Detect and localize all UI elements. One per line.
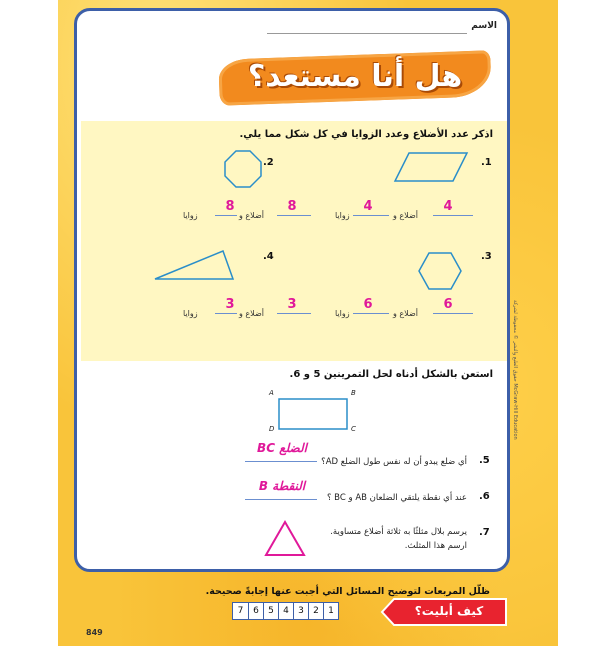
q5-text: أي ضلع يبدو أن له نفس طول الضلع AD؟ [321,457,467,467]
score-box[interactable]: 7 [237,606,244,616]
page-margin [558,0,604,646]
item1-angles-word: زوايا [335,211,350,220]
item2-sides-answer: 8 [287,199,297,214]
score-box[interactable]: 2 [308,603,323,619]
item4-number: .4 [263,251,274,262]
parallelogram-icon [393,151,469,183]
item3-sides-answer: 6 [443,297,453,312]
name-field[interactable] [267,17,497,41]
section2-instruction: استعن بالشكل أدناه لحل التمرينين 5 و 6. [289,369,493,380]
q7-text-line1: يرسم بلال مثلثًا به ثلاثة أضلاع متساوية. [330,527,467,537]
name-label: الاسم [471,21,497,31]
point-c-label: C [351,425,356,433]
item2-angles-line[interactable] [215,215,237,216]
score-boxes [232,602,339,620]
item1-sides-line[interactable] [433,215,473,216]
q7-number: .7 [479,527,490,538]
item3-angles-line[interactable] [353,313,389,314]
score-box[interactable]: 6 [248,603,263,619]
side-credit [508,300,518,600]
item3-angles-word: زوايا [335,309,350,318]
rectangle-figure [273,393,353,435]
item1-angles-answer: 4 [363,199,373,214]
page-number: 849 [86,628,103,637]
name-line [267,33,467,34]
item4-sides-line[interactable] [277,313,311,314]
score-box[interactable]: 4 [278,603,293,619]
q6-answer: النقطة B [258,479,306,493]
score-box[interactable]: 3 [293,603,308,619]
item1-sides-word: أضلاع و [393,211,418,220]
section1-instruction: اذكر عدد الأضلاع وعدد الزوايا في كل شكل مما يلي. [239,129,493,140]
hexagon-icon [417,251,463,291]
item4-sides-answer: 3 [287,297,297,312]
page-title: هل أنا مستعد؟ [247,59,463,94]
item4-angles-answer: 3 [225,297,235,312]
title-banner [219,51,491,107]
triangle-icon [153,249,235,283]
item2-number: .2 [263,157,274,168]
point-d-label: D [269,425,275,433]
item2-angles-word: زوايا [183,211,198,220]
score-box[interactable]: 5 [263,603,278,619]
worksheet-card [74,8,510,572]
octagon-icon [223,149,263,189]
item3-angles-answer: 6 [363,297,373,312]
item4-angles-word: زوايا [183,309,198,318]
footer-instruction: ظلّل المربعات لتوضيح المسائل التي أجبت عنها إجابةً صحيحة. [205,586,490,597]
q6-number: .6 [479,491,490,502]
q5-answer: الضلع BC [257,441,307,455]
score-box[interactable]: 1 [323,603,338,619]
q5-number: .5 [479,455,490,466]
q6-answer-line[interactable] [245,499,317,500]
item4-sides-word: أضلاع و [239,309,264,318]
how-did-i-do-label: كيف أبليت؟ [414,604,484,618]
item3-sides-line[interactable] [433,313,473,314]
item1-angles-line[interactable] [353,215,389,216]
item2-sides-word: أضلاع و [239,211,264,220]
item2-sides-line[interactable] [277,215,311,216]
side-credit-text: حقوق الطبع والنشر © محفوظة لشركة McGraw-Hill Education [512,300,518,440]
point-b-label: B [351,389,356,397]
q7-text-line2: ارسم هذا المثلث. [404,541,467,551]
q5-answer-line[interactable] [245,461,317,462]
item3-number: .3 [481,251,492,262]
q6-text: عند أي نقطة يلتقي الضلعان AB و BC ؟ [326,493,467,503]
item2-angles-answer: 8 [225,199,235,214]
item1-sides-answer: 4 [443,199,453,214]
how-did-i-do-button[interactable] [380,596,508,628]
point-a-label: A [269,389,274,397]
item3-sides-word: أضلاع و [393,309,418,318]
item4-angles-line[interactable] [215,313,237,314]
equilateral-triangle-drawing [263,519,307,559]
item1-number: .1 [481,157,492,168]
